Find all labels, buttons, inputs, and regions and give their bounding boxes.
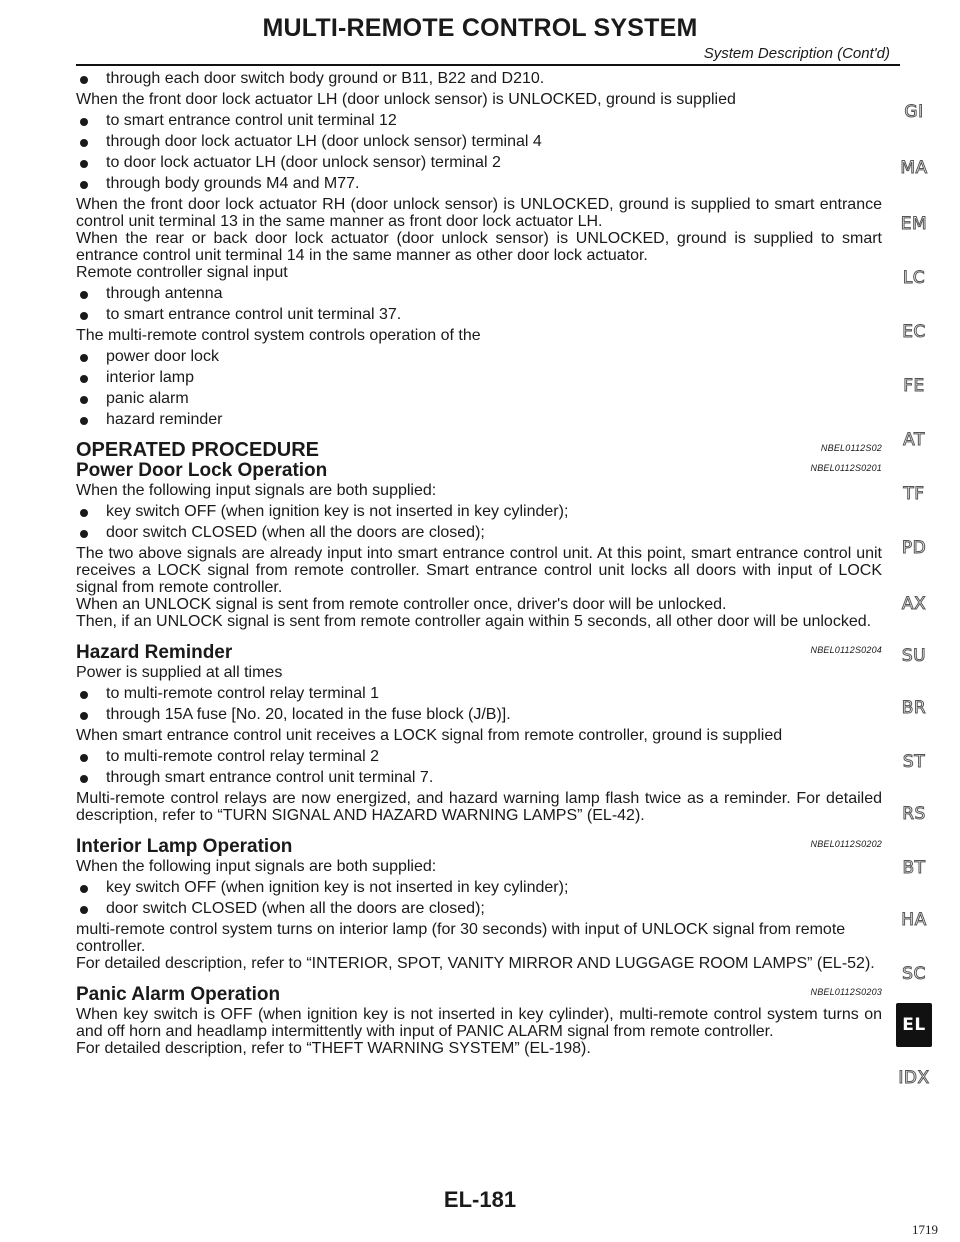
section-tab-idx[interactable]: IDX — [898, 1068, 930, 1088]
list-item: through antenna — [76, 285, 882, 302]
paragraph: When key switch is OFF (when ignition key is not inserted in key cylinder), multi-remote control system turns on and off horn and headlamp intermittently with input of PANIC ALARM signal from remote controller. — [76, 1006, 882, 1040]
paragraph: When the rear or back door lock actuator (door unlock sensor) is UNLOCKED, ground is supplied to smart entrance control unit terminal 14 in the same manner as other door lock actuator. — [76, 230, 882, 264]
list-item: to door lock actuator LH (door unlock sensor) terminal 2 — [76, 154, 882, 171]
reference-code: NBEL0112S0202 — [810, 839, 882, 849]
section-tab-rs[interactable]: RS — [902, 804, 926, 824]
section-tab-ax[interactable]: AX — [901, 594, 927, 614]
list-item: door switch CLOSED (when all the doors are closed); — [76, 900, 882, 917]
page-number: EL-181 — [443, 1187, 517, 1212]
paragraph: For detailed description, refer to “INTERIOR, SPOT, VANITY MIRROR AND LUGGAGE ROOM LAMPS” (EL-52). — [76, 955, 875, 972]
section-tab-ec[interactable]: EC — [902, 322, 926, 342]
list-item: through smart entrance control unit terminal 7. — [76, 769, 882, 786]
paragraph: When the front door lock actuator RH (door unlock sensor) is UNLOCKED, ground is supplied to smart entrance control unit terminal 13 in the same manner as front door lock actuator LH. — [76, 196, 882, 230]
subsection-heading-text: Interior Lamp Operation — [76, 836, 293, 857]
paragraph: Power is supplied at all times — [76, 664, 283, 681]
page-title: MULTI-REMOTE CONTROL SYSTEM — [262, 14, 698, 42]
section-tab-fe[interactable]: FE — [903, 376, 925, 396]
section-tab-su[interactable]: SU — [901, 646, 927, 666]
list-item: through 15A fuse [No. 20, located in the fuse block (J/B)]. — [76, 706, 882, 723]
list-item: to smart entrance control unit terminal 37. — [76, 306, 882, 323]
section-heading-text: OPERATED PROCEDURE — [76, 439, 319, 461]
list-item: to multi-remote control relay terminal 2 — [76, 748, 882, 765]
subsection-heading — [76, 462, 882, 479]
list-item: through door lock actuator LH (door unlock sensor) terminal 4 — [76, 133, 882, 150]
subsection-heading-text: Hazard Reminder — [76, 642, 233, 663]
list-item: door switch CLOSED (when all the doors are closed); — [76, 524, 882, 541]
section-tab-gi[interactable]: GI — [904, 102, 924, 122]
reference-code: NBEL0112S0201 — [810, 463, 882, 473]
list-item: to multi-remote control relay terminal 1 — [76, 685, 882, 702]
paragraph: Multi-remote control relays are now energized, and hazard warning lamp flash twice as a reminder. For detailed description, refer to “TURN SIGNAL AND HAZARD WARNING LAMPS” (EL-42). — [76, 790, 882, 824]
section-tab-st[interactable]: ST — [902, 752, 926, 772]
list-item: key switch OFF (when ignition key is not inserted in key cylinder); — [76, 879, 882, 896]
corner-page-number: 1719 — [912, 1222, 938, 1237]
subsection-heading-text: Power Door Lock Operation — [76, 460, 328, 481]
list-item: panic alarm — [76, 390, 882, 407]
section-tab-pd[interactable]: PD — [901, 538, 927, 558]
section-tab-br[interactable]: BR — [901, 698, 927, 718]
paragraph: For detailed description, refer to “THEFT WARNING SYSTEM” (EL-198). — [76, 1040, 591, 1057]
list-item: to smart entrance control unit terminal 12 — [76, 112, 882, 129]
paragraph: The multi-remote control system controls operation of the — [76, 327, 481, 344]
paragraph: Then, if an UNLOCK signal is sent from remote controller again within 5 seconds, all other door will be unlocked. — [76, 613, 872, 630]
list-item: through body grounds M4 and M77. — [76, 175, 882, 192]
page-subtitle: System Description (Cont'd) — [703, 45, 890, 62]
subsection-heading — [76, 644, 882, 661]
paragraph: Remote controller signal input — [76, 264, 288, 281]
section-tab-el-active[interactable]: EL — [896, 1003, 932, 1047]
section-tab-lc[interactable]: LC — [902, 268, 926, 288]
section-tab-at[interactable]: AT — [903, 430, 925, 450]
list-item: hazard reminder — [76, 411, 882, 428]
section-heading — [76, 439, 882, 461]
list-item: through each door switch body ground or B11, B22 and D210. — [76, 70, 882, 87]
section-tab-ha[interactable]: HA — [901, 910, 927, 930]
list-item: power door lock — [76, 348, 882, 365]
paragraph: When the front door lock actuator LH (door unlock sensor) is UNLOCKED, ground is supplied — [76, 91, 736, 108]
paragraph: The two above signals are already input into smart entrance control unit. At this point, smart entrance control unit receives a LOCK signal from remote controller. Smart entrance control unit locks all doors with input of LOCK signal from remote controller. — [76, 545, 882, 596]
paragraph: When smart entrance control unit receives a LOCK signal from remote controller, ground is supplied — [76, 727, 783, 744]
subsection-heading-text: Panic Alarm Operation — [76, 984, 281, 1005]
section-tab-sc[interactable]: SC — [902, 964, 926, 984]
main-content — [76, 70, 882, 1061]
paragraph: multi-remote control system turns on interior lamp (for 30 seconds) with input of UNLOCK signal from remote controller. — [76, 921, 846, 955]
paragraph: When the following input signals are both supplied: — [76, 482, 437, 499]
reference-code: NBEL0112S0203 — [810, 987, 882, 997]
list-item: interior lamp — [76, 369, 882, 386]
reference-code: NBEL0112S02 — [820, 443, 882, 453]
list-item: key switch OFF (when ignition key is not inserted in key cylinder); — [76, 503, 882, 520]
header-rule — [76, 64, 900, 66]
section-tab-ma[interactable]: MA — [900, 158, 928, 178]
section-tab-em[interactable]: EM — [900, 214, 928, 234]
reference-code: NBEL0112S0204 — [810, 645, 882, 655]
section-tab-bt[interactable]: BT — [902, 858, 926, 878]
paragraph: When the following input signals are both supplied: — [76, 858, 437, 875]
subsection-heading — [76, 838, 882, 855]
section-tab-tf[interactable]: TF — [903, 484, 925, 504]
paragraph: When an UNLOCK signal is sent from remote controller once, driver's door will be unlocked. — [76, 596, 727, 613]
subsection-heading — [76, 986, 882, 1003]
